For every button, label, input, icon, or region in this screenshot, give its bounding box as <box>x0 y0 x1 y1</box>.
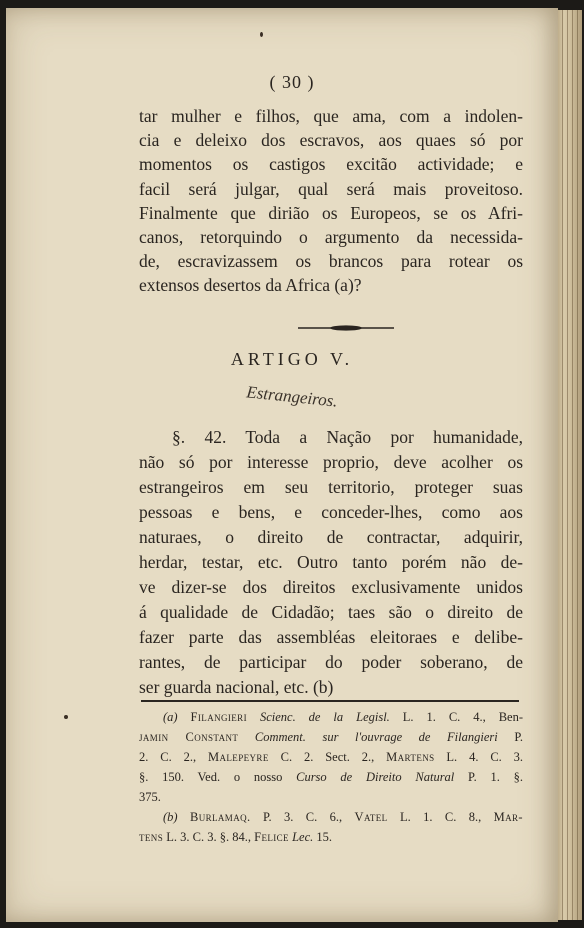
article-paragraph <box>139 425 523 700</box>
citation: P. <box>514 730 524 744</box>
text-line: cia e deleixo dos escravos, aos quaes só por <box>139 130 523 151</box>
ink-speck <box>260 32 263 37</box>
author-name: Mar- <box>493 810 523 824</box>
footnote-a-line <box>139 747 523 767</box>
author-name: Vatel <box>354 810 388 824</box>
citation: C. 2. Sect. 2., <box>280 750 375 764</box>
work-title: Lec. <box>292 830 314 844</box>
text-line: facil será julgar, qual será mais proveitoso. <box>139 178 523 199</box>
text-line: estrangeiros em seu territorio, proteger suas <box>139 477 523 497</box>
footnote-mark: (b) <box>163 810 178 824</box>
work-title: Comment. sur l'ouvrage de Filangieri <box>254 730 498 744</box>
work-title: Scienc. de la Legisl. <box>259 710 390 724</box>
citation: P. 1. §. <box>468 770 523 784</box>
citation: L. 4. C. 3. <box>446 750 524 764</box>
citation: P. 3. C. 6., <box>262 810 343 824</box>
citation: L. 1. C. 8., <box>399 810 482 824</box>
author-name: Martens <box>386 750 435 764</box>
text-line: de, escravizassem os brancos para rotear os <box>139 251 523 272</box>
work-title: Curso de Direito Natural <box>296 770 455 784</box>
ink-speck <box>64 715 68 719</box>
text-line: ve dizer-se dos direitos exclusivamente unidos <box>139 577 523 597</box>
citation: 2. C. 2., <box>139 750 197 764</box>
citation: 15. <box>316 830 333 844</box>
author-name: Felice <box>254 830 289 844</box>
footnote-b-line <box>139 827 523 847</box>
footnote-a-line <box>139 707 523 727</box>
text-line: rantes, de participar do poder soberano, de <box>139 652 523 672</box>
footnote-a-line <box>139 767 523 787</box>
text-line: pessoas e bens, e conceder-lhes, como aos <box>139 502 523 522</box>
page-number: ( 30 ) <box>269 72 315 92</box>
article-subtitle: Estrangeiros. <box>245 382 339 411</box>
article-heading: ARTIGO V. <box>230 349 354 369</box>
author-name: tens <box>139 830 164 844</box>
footnotes <box>139 707 523 847</box>
citation: L. 1. C. 4., Ben- <box>402 710 524 724</box>
ornamental-divider <box>296 323 396 333</box>
author-name: jamin Constant <box>139 730 239 744</box>
author-name: Burlamaq. <box>189 810 251 824</box>
text-line: naturaes, o direito de contractar, adquirir, <box>139 527 523 547</box>
text-line: fazer parte das assembléas eleitoraes e delibe- <box>139 627 523 647</box>
text-line: canos, retorquindo o argumento da necessida- <box>139 227 523 248</box>
text-line: §. 42. Toda a Nação por humanidade, <box>172 427 523 447</box>
paragraph-continuation <box>139 104 523 298</box>
text-line: momentos os castigos excitão actividade; e <box>139 154 523 175</box>
page-edge-stack <box>558 10 582 920</box>
author-name: Filangieri <box>190 710 247 724</box>
text-line: não só por interesse proprio, deve acolher os <box>139 452 523 472</box>
text-line: tar mulher e filhos, que ama, com a indolen- <box>139 106 523 126</box>
footnote-mark: (a) <box>163 710 178 724</box>
text-line: ser guarda nacional, etc. (b) <box>139 677 334 697</box>
text-line: Finalmente que dirião os Europeos, se os Afri- <box>139 202 523 223</box>
text-line: extensos desertos da Africa (a)? <box>139 275 362 296</box>
footnote-b-line <box>139 807 523 827</box>
author-name: Malepeyre <box>208 750 269 764</box>
text-line: herdar, testar, etc. Outro tanto porém não de- <box>139 552 523 572</box>
footnote-a-line: 375. <box>139 790 161 804</box>
citation: §. 150. Ved. o nosso <box>139 770 283 784</box>
footnote-a-line <box>139 727 523 747</box>
citation: L. 3. C. 3. §. 84., <box>166 830 251 844</box>
text-line: á qualidade de Cidadão; taes são o direito de <box>139 602 523 622</box>
footnote-rule <box>141 700 519 702</box>
